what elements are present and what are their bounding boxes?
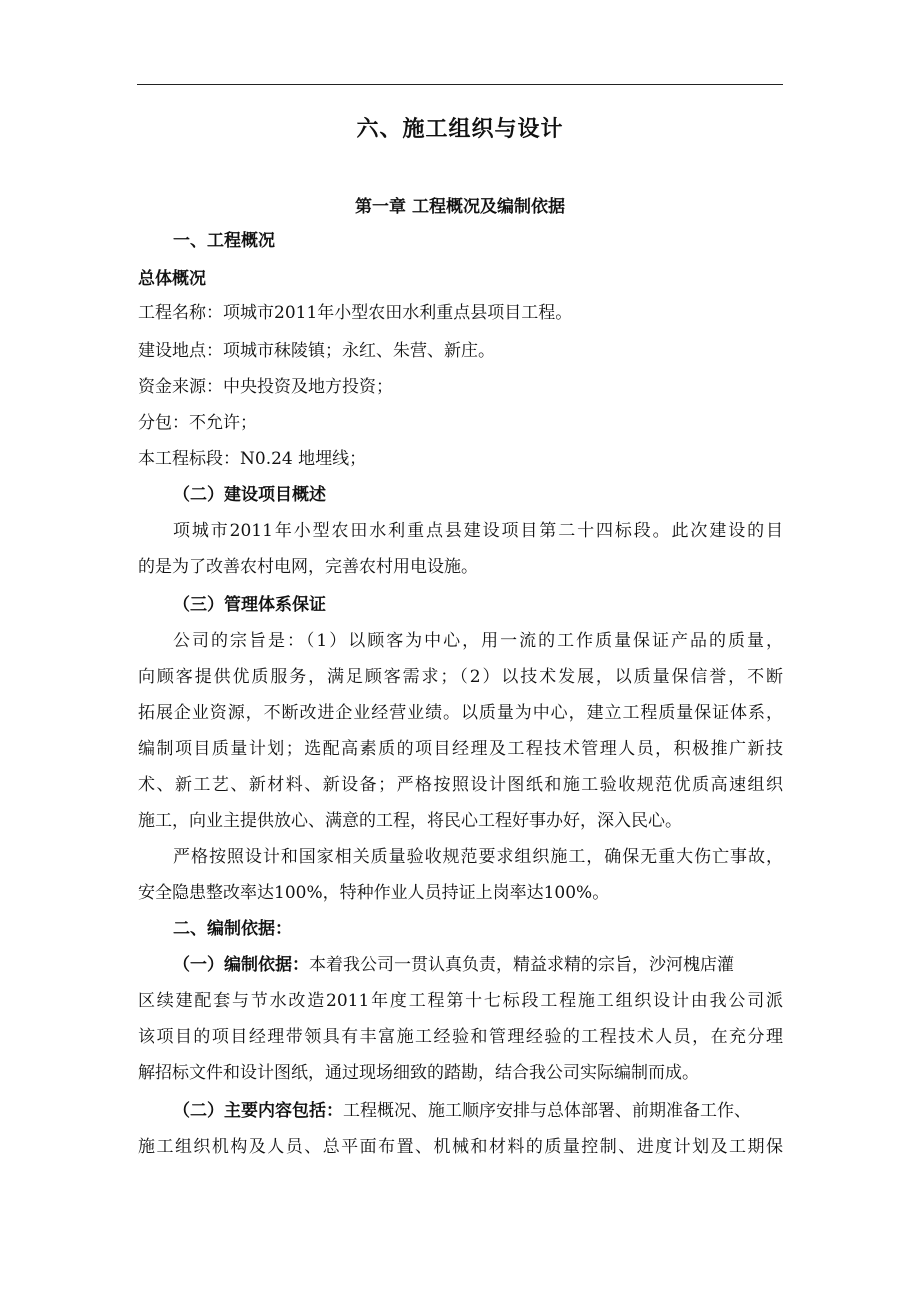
paragraph-line: 的是为了改善农村电网，完善农村用电设施。 [138,557,478,577]
document-title: 六、施工组织与设计 [356,116,564,142]
content-text: 工程概况、施工顺序安排与总体部署、前期准备工作、 [343,1101,751,1121]
section-heading-overview: 一、工程概况 [173,231,275,251]
header-rule [137,84,783,85]
section-number-line: 本工程标段：N0.24 地埋线； [138,449,367,469]
paragraph-line: 解招标文件和设计图纸，通过现场细致的踏勘，结合我公司实际编制而成。 [138,1063,699,1083]
paragraph-line [173,1096,783,1126]
paragraph-line [173,950,783,980]
project-name-line: 工程名称：项城市2011年小型农田水利重点县项目工程。 [138,303,573,323]
basis-text: 本着我公司一贯认真负责，精益求精的宗旨，沙河槐店灌 [309,955,734,975]
paragraph-line: 编制项目质量计划；选配高素质的项目经理及工程技术管理人员，积极推广新技 [138,739,783,759]
paragraph-line: 该项目的项目经理带领具有丰富施工经验和管理经验的工程技术人员，在充分理 [138,1027,783,1047]
content-label: （二）主要内容包括： [173,1101,343,1121]
paragraph-line: 拓展企业资源，不断改进企业经营业绩。以质量为中心，建立工程质量保证体系， [138,703,783,723]
chapter-title: 第一章 工程概况及编制依据 [355,197,565,217]
section-heading-basis: 二、编制依据： [173,919,292,939]
subheading-management: （三）管理体系保证 [173,595,326,615]
funding-line: 资金来源：中央投资及地方投资； [138,377,393,397]
subheading-general: 总体概况 [138,269,206,289]
subcontract-line: 分包：不允许； [138,413,257,433]
paragraph-line: 安全隐患整改率达100%，特种作业人员持证上岗率达100%。 [138,883,610,903]
basis-label: （一）编制依据： [173,955,309,975]
paragraph-line: 严格按照设计和国家相关质量验收规范要求组织施工，确保无重大伤亡事故， [173,847,783,867]
paragraph-line: 公司的宗旨是：（1）以顾客为中心，用一流的工作质量保证产品的质量， [173,631,783,651]
paragraph-line: 施工，向业主提供放心、满意的工程，将民心工程好事办好，深入民心。 [138,811,682,831]
paragraph-line: 区续建配套与节水改造2011年度工程第十七标段工程施工组织设计由我公司派 [138,991,783,1011]
paragraph-line: 项城市2011年小型农田水利重点县建设项目第二十四标段。此次建设的目 [173,521,783,541]
subheading-project-overview: （二）建设项目概述 [173,485,326,505]
location-line: 建设地点：项城市秣陵镇；永红、朱营、新庄。 [138,341,495,361]
paragraph-line: 术、新工艺、新材料、新设备；严格按照设计图纸和施工验收规范优质高速组织 [138,775,783,795]
paragraph-line: 向顾客提供优质服务，满足顾客需求；（2）以技术发展，以质量保信誉，不断 [138,667,783,687]
paragraph-line: 施工组织机构及人员、总平面布置、机械和材料的质量控制、进度计划及工期保 [138,1137,783,1157]
